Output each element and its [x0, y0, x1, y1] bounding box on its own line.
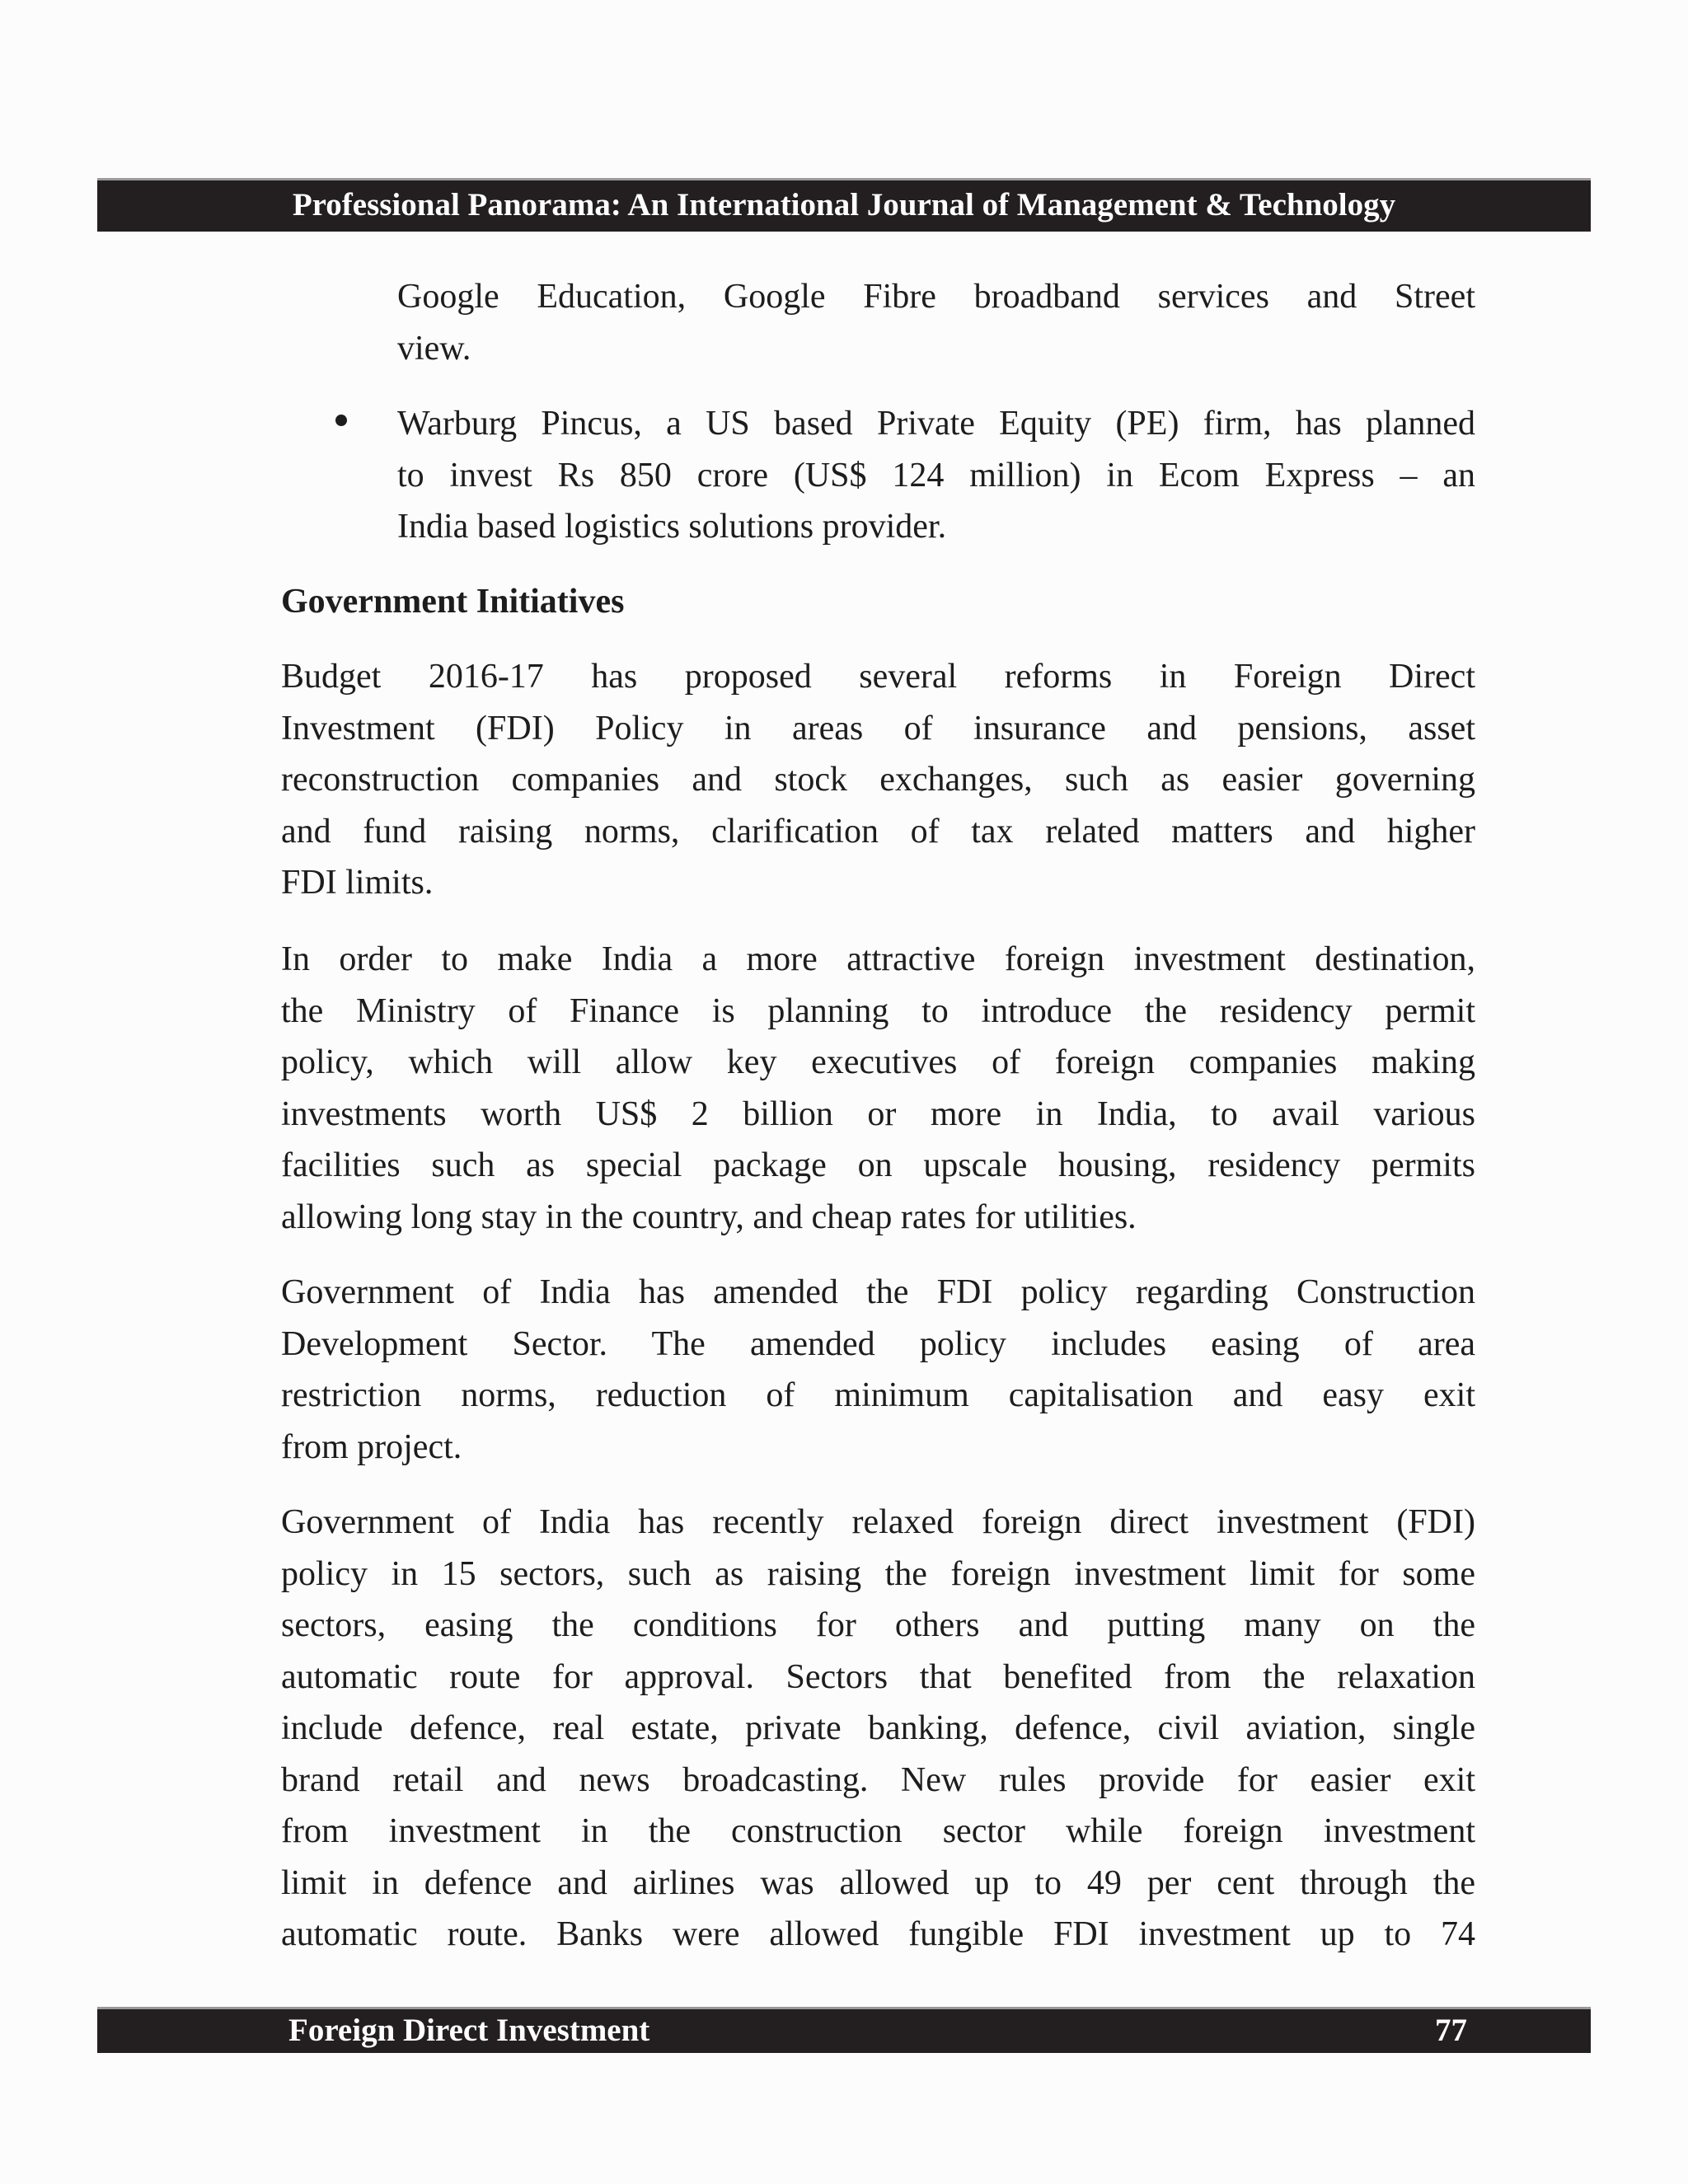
text-line: policy, which will allow key executives of foreign companies making — [281, 1043, 1475, 1081]
journal-header — [97, 178, 1591, 232]
bullet-item — [397, 398, 1475, 553]
footer-section-title: Foreign Direct Investment — [288, 2013, 650, 2048]
text-line: reconstruction companies and stock exchanges, such as easier governing — [281, 761, 1475, 799]
page-footer — [97, 2007, 1591, 2053]
text-line: limit in defence and airlines was allowed up to 49 per cent through the — [281, 1863, 1475, 1902]
bullet-continuation — [397, 271, 1475, 374]
text-line: Development Sector. The amended policy includes easing of area — [281, 1324, 1475, 1363]
journal-title: Professional Panorama: An International Journal of Management & Technology — [292, 187, 1396, 223]
text-line: Budget 2016-17 has proposed several reforms in Foreign Direct — [281, 658, 1475, 696]
text-line: restriction norms, reduction of minimum capitalisation and easy exit — [281, 1376, 1475, 1414]
paragraph-3 — [281, 1267, 1475, 1473]
text-line: brand retail and news broadcasting. New rules provide for easier exit — [281, 1760, 1475, 1799]
paragraph-4 — [281, 1497, 1475, 1961]
text-line: sectors, easing the conditions for others and putting many on the — [281, 1606, 1475, 1644]
text-line: Google Education, Google Fibre broadband services and Street — [397, 278, 1475, 316]
paragraph-2 — [281, 934, 1475, 1243]
text-line: Warburg Pincus, a US based Private Equity (PE) firm, has planned — [397, 405, 1475, 443]
text-line: policy in 15 sectors, such as raising the foreign investment limit for some — [281, 1554, 1475, 1593]
text-line: allowing long stay in the country, and cheap rates for utilities. — [281, 1197, 1137, 1236]
text-line: Government of India has amended the FDI policy regarding Construction — [281, 1273, 1475, 1311]
text-line: automatic route for approval. Sectors that benefited from the relaxation — [281, 1657, 1475, 1696]
text-line: investments worth US$ 2 billion or more in India, to avail various — [281, 1094, 1475, 1133]
text-line: facilities such as special package on upscale housing, residency permits — [281, 1146, 1475, 1184]
text-line: India based logistics solutions provider. — [397, 508, 947, 546]
text-line: from project. — [281, 1427, 462, 1466]
bullet-icon — [335, 415, 347, 426]
paragraph-1 — [281, 651, 1475, 909]
text-line: In order to make India a more attractive foreign investment destination, — [281, 940, 1475, 978]
text-line: the Ministry of Finance is planning to introduce the residency permit — [281, 991, 1475, 1030]
section-heading: Government Initiatives — [281, 583, 625, 621]
text-line: from investment in the construction sector while foreign investment — [281, 1812, 1475, 1850]
text-line: Government of India has recently relaxed foreign direct investment (FDI) — [281, 1503, 1475, 1541]
text-line: FDI limits. — [281, 864, 434, 902]
text-line: to invest Rs 850 crore (US$ 124 million) in Ecom Express – an — [397, 456, 1475, 494]
text-line: include defence, real estate, private banking, defence, civil aviation, single — [281, 1709, 1475, 1747]
page-number: 77 — [1435, 2013, 1467, 2048]
text-line: view. — [397, 329, 471, 368]
text-line: Investment (FDI) Policy in areas of insurance and pensions, asset — [281, 709, 1475, 748]
text-line: and fund raising norms, clarification of tax related matters and higher — [281, 812, 1475, 851]
text-line: automatic route. Banks were allowed fungible FDI investment up to 74 — [281, 1915, 1475, 1953]
